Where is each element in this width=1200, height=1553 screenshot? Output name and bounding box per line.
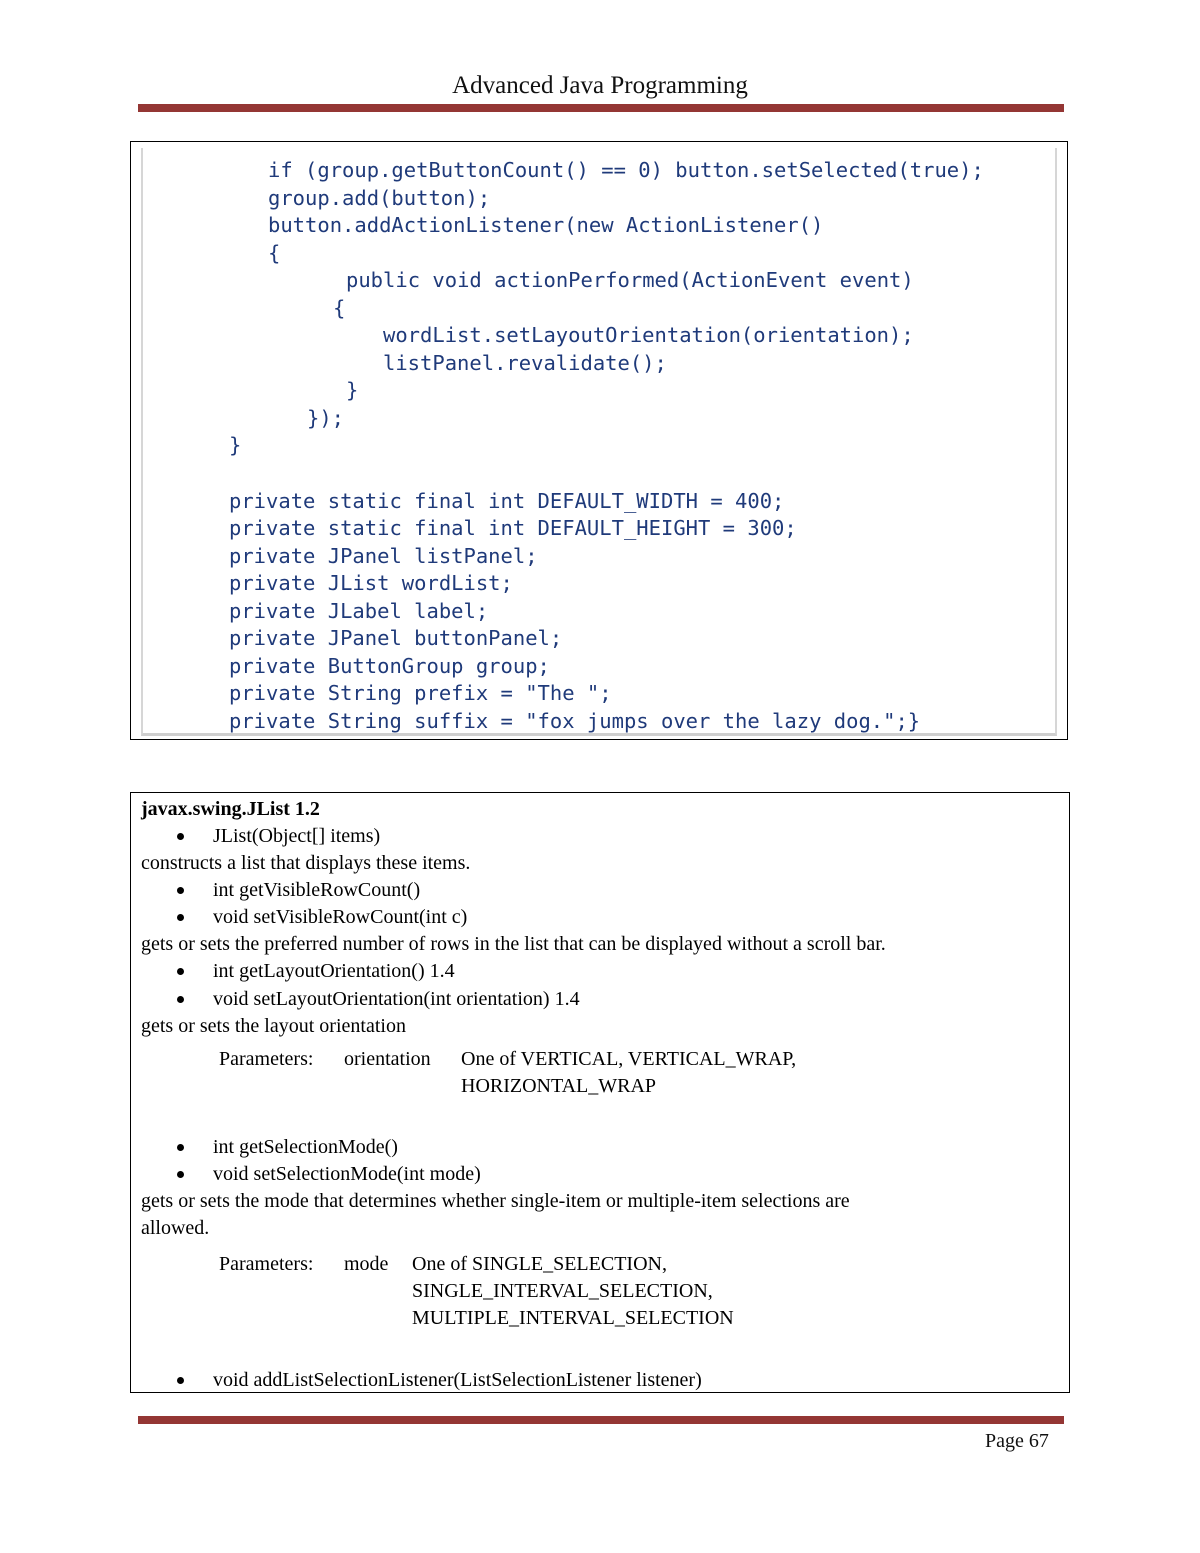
parameter-description: One of VERTICAL, VERTICAL_WRAP,	[461, 1048, 797, 1070]
code-line: {	[268, 241, 281, 265]
api-description: gets or sets the mode that determines whether single-item or multiple-item selections are	[141, 1190, 850, 1212]
code-line: });	[307, 406, 345, 430]
parameter-description: One of SINGLE_SELECTION,	[412, 1253, 667, 1275]
code-line: }	[346, 378, 359, 402]
bullet-icon	[177, 996, 184, 1003]
page-number: Page 67	[985, 1430, 1049, 1452]
code-line: private static final int DEFAULT_HEIGHT = 300;	[229, 516, 797, 540]
api-class-title: javax.swing.JList 1.2	[141, 798, 320, 820]
bullet-icon	[177, 1377, 184, 1384]
parameter-name: mode	[344, 1253, 389, 1275]
api-method: void setLayoutOrientation(int orientation) 1.4	[213, 988, 580, 1010]
api-description: allowed.	[141, 1217, 210, 1239]
code-line: private JPanel buttonPanel;	[229, 626, 563, 650]
api-method: JList(Object[] items)	[213, 825, 381, 847]
api-method: void setSelectionMode(int mode)	[213, 1163, 481, 1185]
parameters-label: Parameters:	[219, 1253, 314, 1275]
code-line: group.add(button);	[268, 186, 491, 210]
code-line: listPanel.revalidate();	[383, 351, 667, 375]
api-description: gets or sets the layout orientation	[141, 1015, 406, 1037]
page-header-title: Advanced Java Programming	[452, 72, 748, 99]
bullet-icon	[177, 1171, 184, 1178]
bullet-icon	[177, 1144, 184, 1151]
api-method: int getSelectionMode()	[213, 1136, 398, 1158]
code-line: }	[229, 433, 242, 457]
code-line: wordList.setLayoutOrientation(orientation);	[383, 323, 914, 347]
parameter-description: SINGLE_INTERVAL_SELECTION,	[412, 1280, 713, 1302]
bullet-icon	[177, 914, 184, 921]
api-method: void setVisibleRowCount(int c)	[213, 906, 468, 928]
code-line: if (group.getButtonCount() == 0) button.setSelected(true);	[268, 158, 984, 182]
code-line: private JLabel label;	[229, 599, 489, 623]
footer-rule	[138, 1416, 1064, 1424]
api-reference-box	[130, 792, 1070, 1393]
api-description: gets or sets the preferred number of rows in the list that can be displayed without a scroll bar.	[141, 933, 886, 955]
parameter-name: orientation	[344, 1048, 431, 1070]
code-frame	[141, 148, 1057, 736]
code-listing	[130, 141, 1068, 740]
code-line: {	[333, 296, 346, 320]
code-line: private String suffix = "fox jumps over the lazy dog.";}	[229, 709, 921, 733]
api-description: constructs a list that displays these items.	[141, 852, 471, 874]
code-line: private String prefix = "The ";	[229, 681, 612, 705]
code-line: private JList wordList;	[229, 571, 513, 595]
code-line: public void actionPerformed(ActionEvent event)	[346, 268, 914, 292]
api-method: int getLayoutOrientation() 1.4	[213, 960, 455, 982]
bullet-icon	[177, 833, 184, 840]
bullet-icon	[177, 887, 184, 894]
api-method: int getVisibleRowCount()	[213, 879, 421, 901]
header-rule	[138, 104, 1064, 112]
parameters-label: Parameters:	[219, 1048, 314, 1070]
code-line: button.addActionListener(new ActionListener()	[268, 213, 824, 237]
code-line: private JPanel listPanel;	[229, 544, 538, 568]
api-method: void addListSelectionListener(ListSelectionListener listener)	[213, 1369, 702, 1391]
bullet-icon	[177, 968, 184, 975]
code-line: private ButtonGroup group;	[229, 654, 550, 678]
parameter-description: MULTIPLE_INTERVAL_SELECTION	[412, 1307, 734, 1329]
parameter-description: HORIZONTAL_WRAP	[461, 1075, 657, 1097]
code-line: private static final int DEFAULT_WIDTH = 400;	[229, 489, 785, 513]
